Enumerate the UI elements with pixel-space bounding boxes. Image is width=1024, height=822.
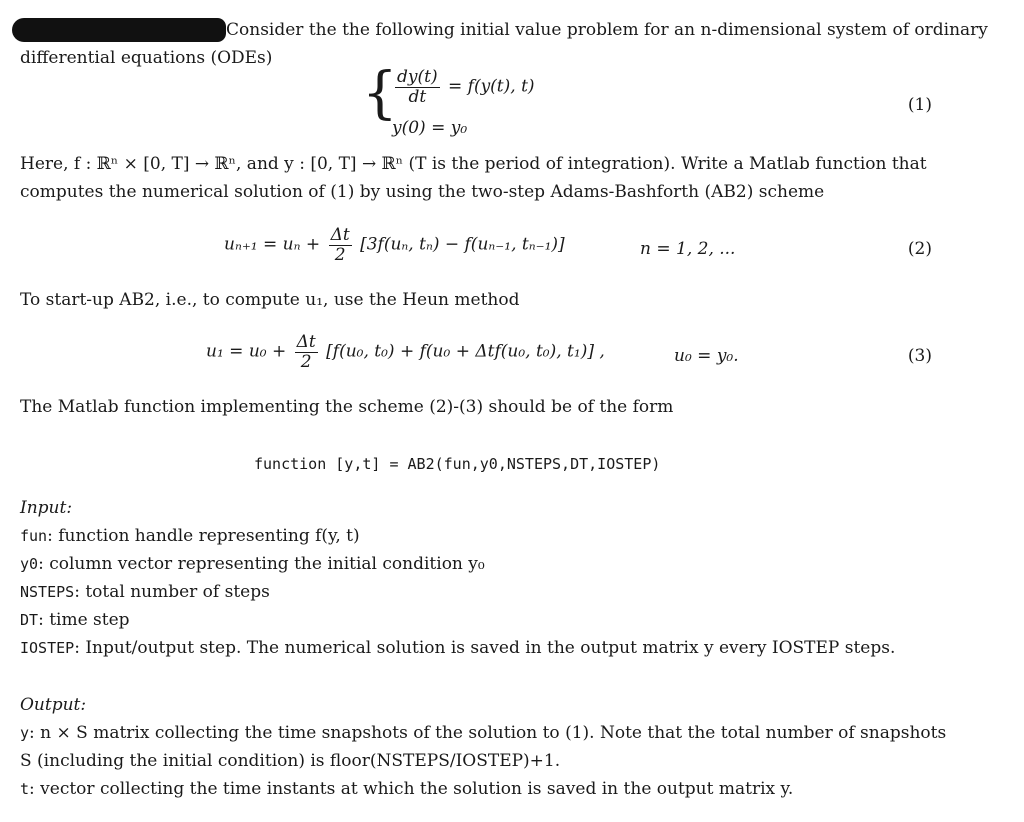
input-name: DT xyxy=(20,611,39,629)
equation-3-label: (3) xyxy=(907,346,932,366)
redaction-mark xyxy=(12,18,226,42)
output-item-t xyxy=(20,779,793,799)
paragraph-2-line-2: computes the numerical solution of (1) by using the two-step Adams-Bashforth (AB2) scheme xyxy=(20,182,825,202)
output-name-y: y xyxy=(20,724,30,742)
output-heading: Output: xyxy=(20,695,87,715)
intro-line-2: differential equations (ODEs) xyxy=(20,48,273,68)
eq2-frac-numerator: Δt xyxy=(330,225,350,245)
paragraph-2-line-1: Here, f : ℝⁿ × [0, T] → ℝⁿ, and y : [0, T] → ℝⁿ (T is the period of integration). Write a Matlab function that xyxy=(20,154,927,174)
equation-3-initial: u₀ = y₀. xyxy=(674,346,739,366)
eq1-lhs-denominator: dt xyxy=(408,86,427,107)
eq2-rhs: [3f(uₙ, tₙ) − f(uₙ₋₁, tₙ₋₁)] xyxy=(360,234,565,255)
input-item-y0 xyxy=(20,554,485,574)
paragraph-4: The Matlab function implementing the scheme (2)-(3) should be of the form xyxy=(20,397,674,417)
equation-1-ode xyxy=(392,68,535,106)
equation-2-range: n = 1, 2, ... xyxy=(640,239,736,259)
input-item-dt xyxy=(20,610,130,630)
output-name-t: t xyxy=(20,780,30,798)
eq2-frac-denominator: 2 xyxy=(334,244,346,265)
equation-brace: { xyxy=(362,61,398,126)
input-name: NSTEPS xyxy=(20,583,75,601)
eq1-lhs-numerator: dy(t) xyxy=(397,67,438,87)
intro-line-1: Consider the the following initial value problem for an n-dimensional system of ordinary xyxy=(226,20,988,40)
eq3-lhs: u₁ = u₀ + xyxy=(206,341,287,362)
input-desc: : function handle representing f(y, t) xyxy=(47,526,360,546)
output-desc-y-line1: : n × S matrix collecting the time snapshots of the solution to (1). Note that the total number of snapshots xyxy=(29,723,947,743)
input-item-nsteps xyxy=(20,582,270,602)
equation-1-initial-condition: y(0) = y₀ xyxy=(392,118,468,138)
output-item-y-line2: S (including the initial condition) is floor(NSTEPS/IOSTEP)+1. xyxy=(20,751,561,771)
input-desc: : total number of steps xyxy=(74,582,270,602)
equation-1-label: (1) xyxy=(907,95,932,115)
output-desc-t: : vector collecting the time instants at which the solution is saved in the output matrix y. xyxy=(29,779,794,799)
equation-3 xyxy=(206,333,605,371)
paragraph-3: To start-up AB2, i.e., to compute u₁, use the Heun method xyxy=(20,290,520,310)
input-desc: : column vector representing the initial condition y₀ xyxy=(38,554,485,574)
input-name: y0 xyxy=(20,555,39,573)
equation-2 xyxy=(224,226,565,264)
input-name: IOSTEP xyxy=(20,639,75,657)
input-desc: : time step xyxy=(38,610,130,630)
input-item-iostep xyxy=(20,638,895,658)
input-item-fun xyxy=(20,526,360,546)
eq1-rhs: = f(y(t), t) xyxy=(448,76,535,97)
eq3-frac-numerator: Δt xyxy=(296,332,316,352)
input-desc: : Input/output step. The numerical solution is saved in the output matrix y every IOSTEP steps. xyxy=(74,638,896,658)
equation-2-label: (2) xyxy=(907,239,932,259)
input-heading: Input: xyxy=(20,498,73,518)
input-name: fun xyxy=(20,527,48,545)
eq2-lhs: uₙ₊₁ = uₙ + xyxy=(224,234,321,255)
eq3-rhs: [f(u₀, t₀) + f(u₀ + Δtf(u₀, t₀), t₁)] , xyxy=(326,341,605,362)
output-item-y xyxy=(20,723,946,743)
function-signature-code: function [y,t] = AB2(fun,y0,NSTEPS,DT,IOSTEP) xyxy=(254,455,661,473)
eq3-frac-denominator: 2 xyxy=(300,351,312,372)
